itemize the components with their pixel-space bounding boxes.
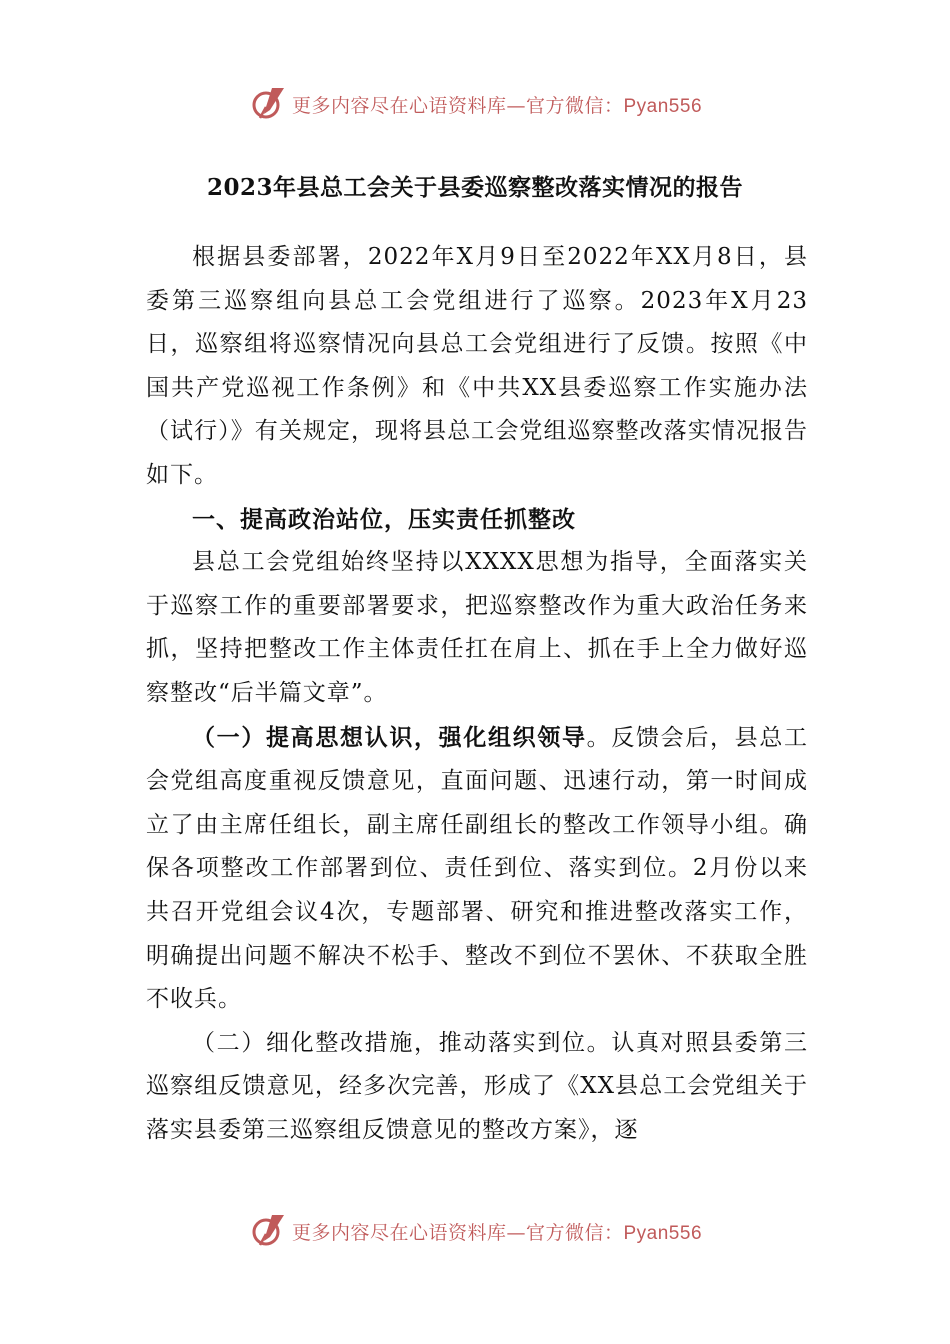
- quill-circle-icon: [248, 84, 288, 124]
- header-watermark: [0, 82, 950, 126]
- watermark-text: 更多内容尽在心语资料库—官方微信：Pyan556: [291, 94, 703, 117]
- subsection-1-text: 。反馈会后，县总工会党组高度重视反馈意见，直面问题、迅速行动，第一时间成立了由主席任组长，副主席任副组长的整改工作领导小组。确保各项整改工作部署到位、责任到位、落实到位。2月份以来共召开党组会议4次，专题部署、研究和推进整改落实工作，明确提出问题不解决不松手、整改不到位不罢休、不获取全胜不收兵。: [146, 724, 809, 1013]
- document-title: 2023年县总工会关于县委巡察整改落实情况的报告: [206, 174, 743, 201]
- document-body: [146, 236, 808, 1152]
- watermark-text: 更多内容尽在心语资料库—官方微信：Pyan556: [291, 1221, 703, 1244]
- subsection-1-lead: （一）提高思想认识，强化组织领导: [192, 723, 587, 751]
- paragraph-subsection-2: （二）细化整改措施，推动落实到位。认真对照县委第三巡察组反馈意见，经多次完善，形成了《XX县总工会党组关于落实县委第三巡察组反馈意见的整改方案》，逐: [146, 1029, 808, 1143]
- paragraph-intro: 根据县委部署，2022年X月9日至2022年XX月8日，县委第三巡察组向县总工会党组进行了巡察。2023年X月23日，巡察组将巡察情况向县总工会党组进行了反馈。按照《中国共产党巡视工作条例》和《中共XX县委巡察工作实施办法（试行）》有关规定，现将县总工会党组巡察整改落实情况报告如下。: [146, 244, 808, 488]
- footer-watermark: [0, 1209, 950, 1253]
- paragraph-section-1: 县总工会党组始终坚持以XXXX思想为指导，全面落实关于巡察工作的重要部署要求，把巡察整改作为重大政治任务来抓，坚持把整改工作主体责任扛在肩上、抓在手上全力做好巡察整改“后半篇文章”。: [146, 549, 808, 706]
- paragraph-subsection-1: [146, 716, 808, 1022]
- section-heading-1: 一、提高政治站位，压实责任抓整改: [192, 505, 576, 533]
- quill-circle-icon: [248, 1211, 288, 1251]
